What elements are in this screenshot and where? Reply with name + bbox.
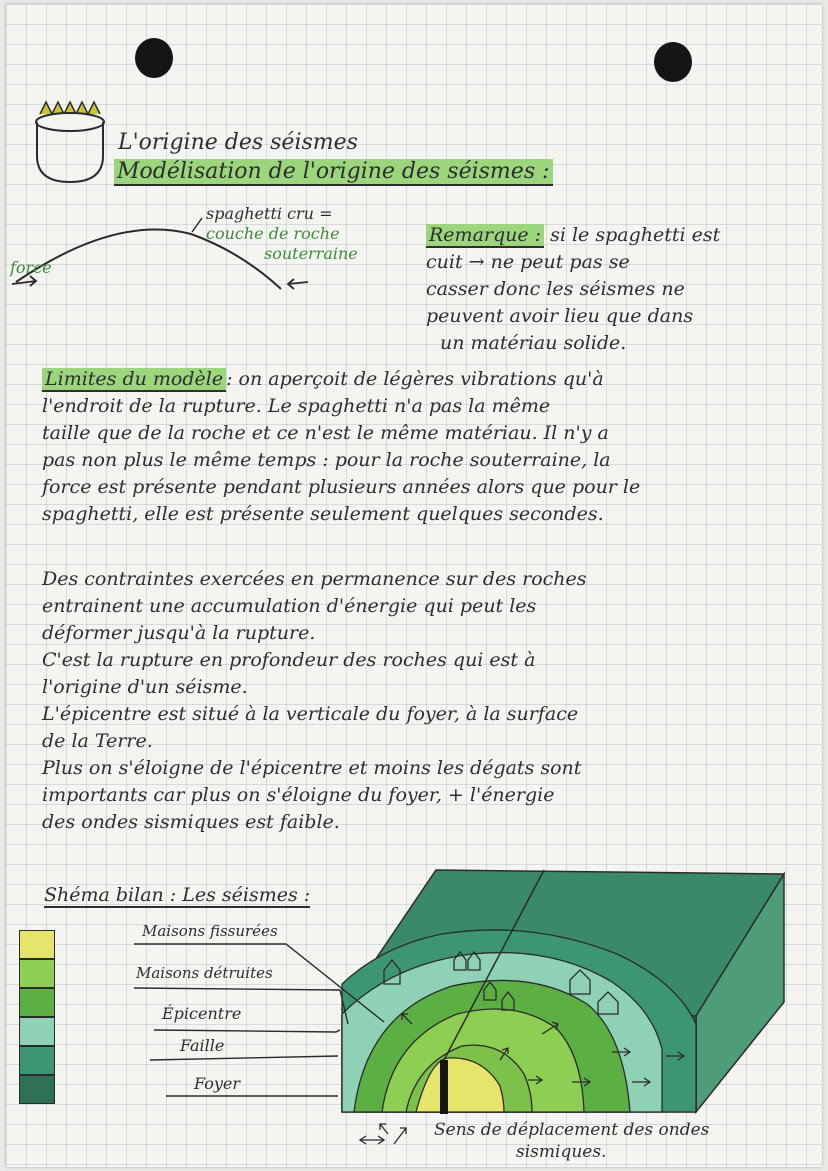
limits-block [42,366,812,528]
remark-block [426,222,818,357]
spaghetti-label: spaghetti cru = [206,204,333,223]
diagram-title: Shéma bilan : Les séismes : [44,884,311,906]
body-line-8: importants car plus on s'éloigne du foyer, + l'énergie [42,784,555,806]
remark-line-4: un matériau solide. [440,332,627,354]
spaghetti-pot-icon [32,100,112,186]
punch-hole-right [654,42,692,82]
label-fault: Faille [180,1036,225,1055]
body-line-3: C'est la rupture en profondeur des roches qui est à [42,649,536,671]
diagram-caption-line-1: Sens de déplacement des ondes [434,1120,710,1140]
label-destroyed-houses: Maisons détruites [136,964,273,982]
diagram-caption-line-2: sismiques. [516,1142,607,1162]
limits-line-5: spaghetti, elle est présente seulement quelques secondes. [42,503,604,525]
body-line-1: entrainent une accumulation d'énergie qui peut les [42,595,537,617]
remark-line-3: peuvent avoir lieu que dans [426,305,694,327]
remark-title: Remarque : [426,224,544,248]
legend-green [19,988,55,1017]
page-title: L'origine des séismes [118,130,358,155]
remark-line-2: casser donc les séismes ne [426,278,685,300]
body-line-6: de la Terre. [42,730,153,752]
limits-line-0: Limites du modèle : on aperçoit de légères vibrations qu'à [42,366,812,393]
limits-line-2: taille que de la roche et ce n'est le même matériau. Il n'y a [42,422,609,444]
label-cracked-houses: Maisons fissurées [142,922,278,940]
notebook-page [6,4,822,1167]
limits-line-3: pas non plus le même temps : pour la roche souterraine, la [42,449,611,471]
legend-teal [19,1046,55,1075]
caption-arrows-icon [356,1116,426,1152]
body-line-0: Des contraintes exercées en permanence sur des roches [42,568,587,590]
legend-dark [19,1075,55,1104]
body-line-7: Plus on s'éloigne de l'épicentre et moins les dégats sont [42,757,582,779]
remark-line-0: Remarque : si le spaghetti est [426,222,818,249]
page-subtitle: Modélisation de l'origine des séismes : [114,159,553,184]
rock-label-2: souterraine [264,244,358,263]
body-block [42,566,812,836]
legend-aqua [19,1017,55,1046]
force-label: force [10,258,52,277]
body-line-9: des ondes sismiques est faible. [42,811,340,833]
legend-light-green [19,959,55,988]
punch-hole-left [135,38,173,78]
remark-line-1: cuit → ne peut pas se [426,251,630,273]
body-line-4: l'origine d'un séisme. [42,676,248,698]
limits-line-4: force est présente pendant plusieurs années alors que pour le [42,476,641,498]
body-line-2: déformer jusqu'à la rupture. [42,622,316,644]
legend-yellow [19,930,55,959]
label-focus: Foyer [194,1074,241,1093]
rock-label-1: couche de roche [206,224,340,243]
limits-line-1: l'endroit de la rupture. Le spaghetti n'a pas la même [42,395,551,417]
body-line-5: L'épicentre est situé à la verticale du foyer, à la surface [42,703,579,725]
label-epicenter: Épicentre [162,1004,242,1023]
limits-title: Limites du modèle [42,368,226,392]
